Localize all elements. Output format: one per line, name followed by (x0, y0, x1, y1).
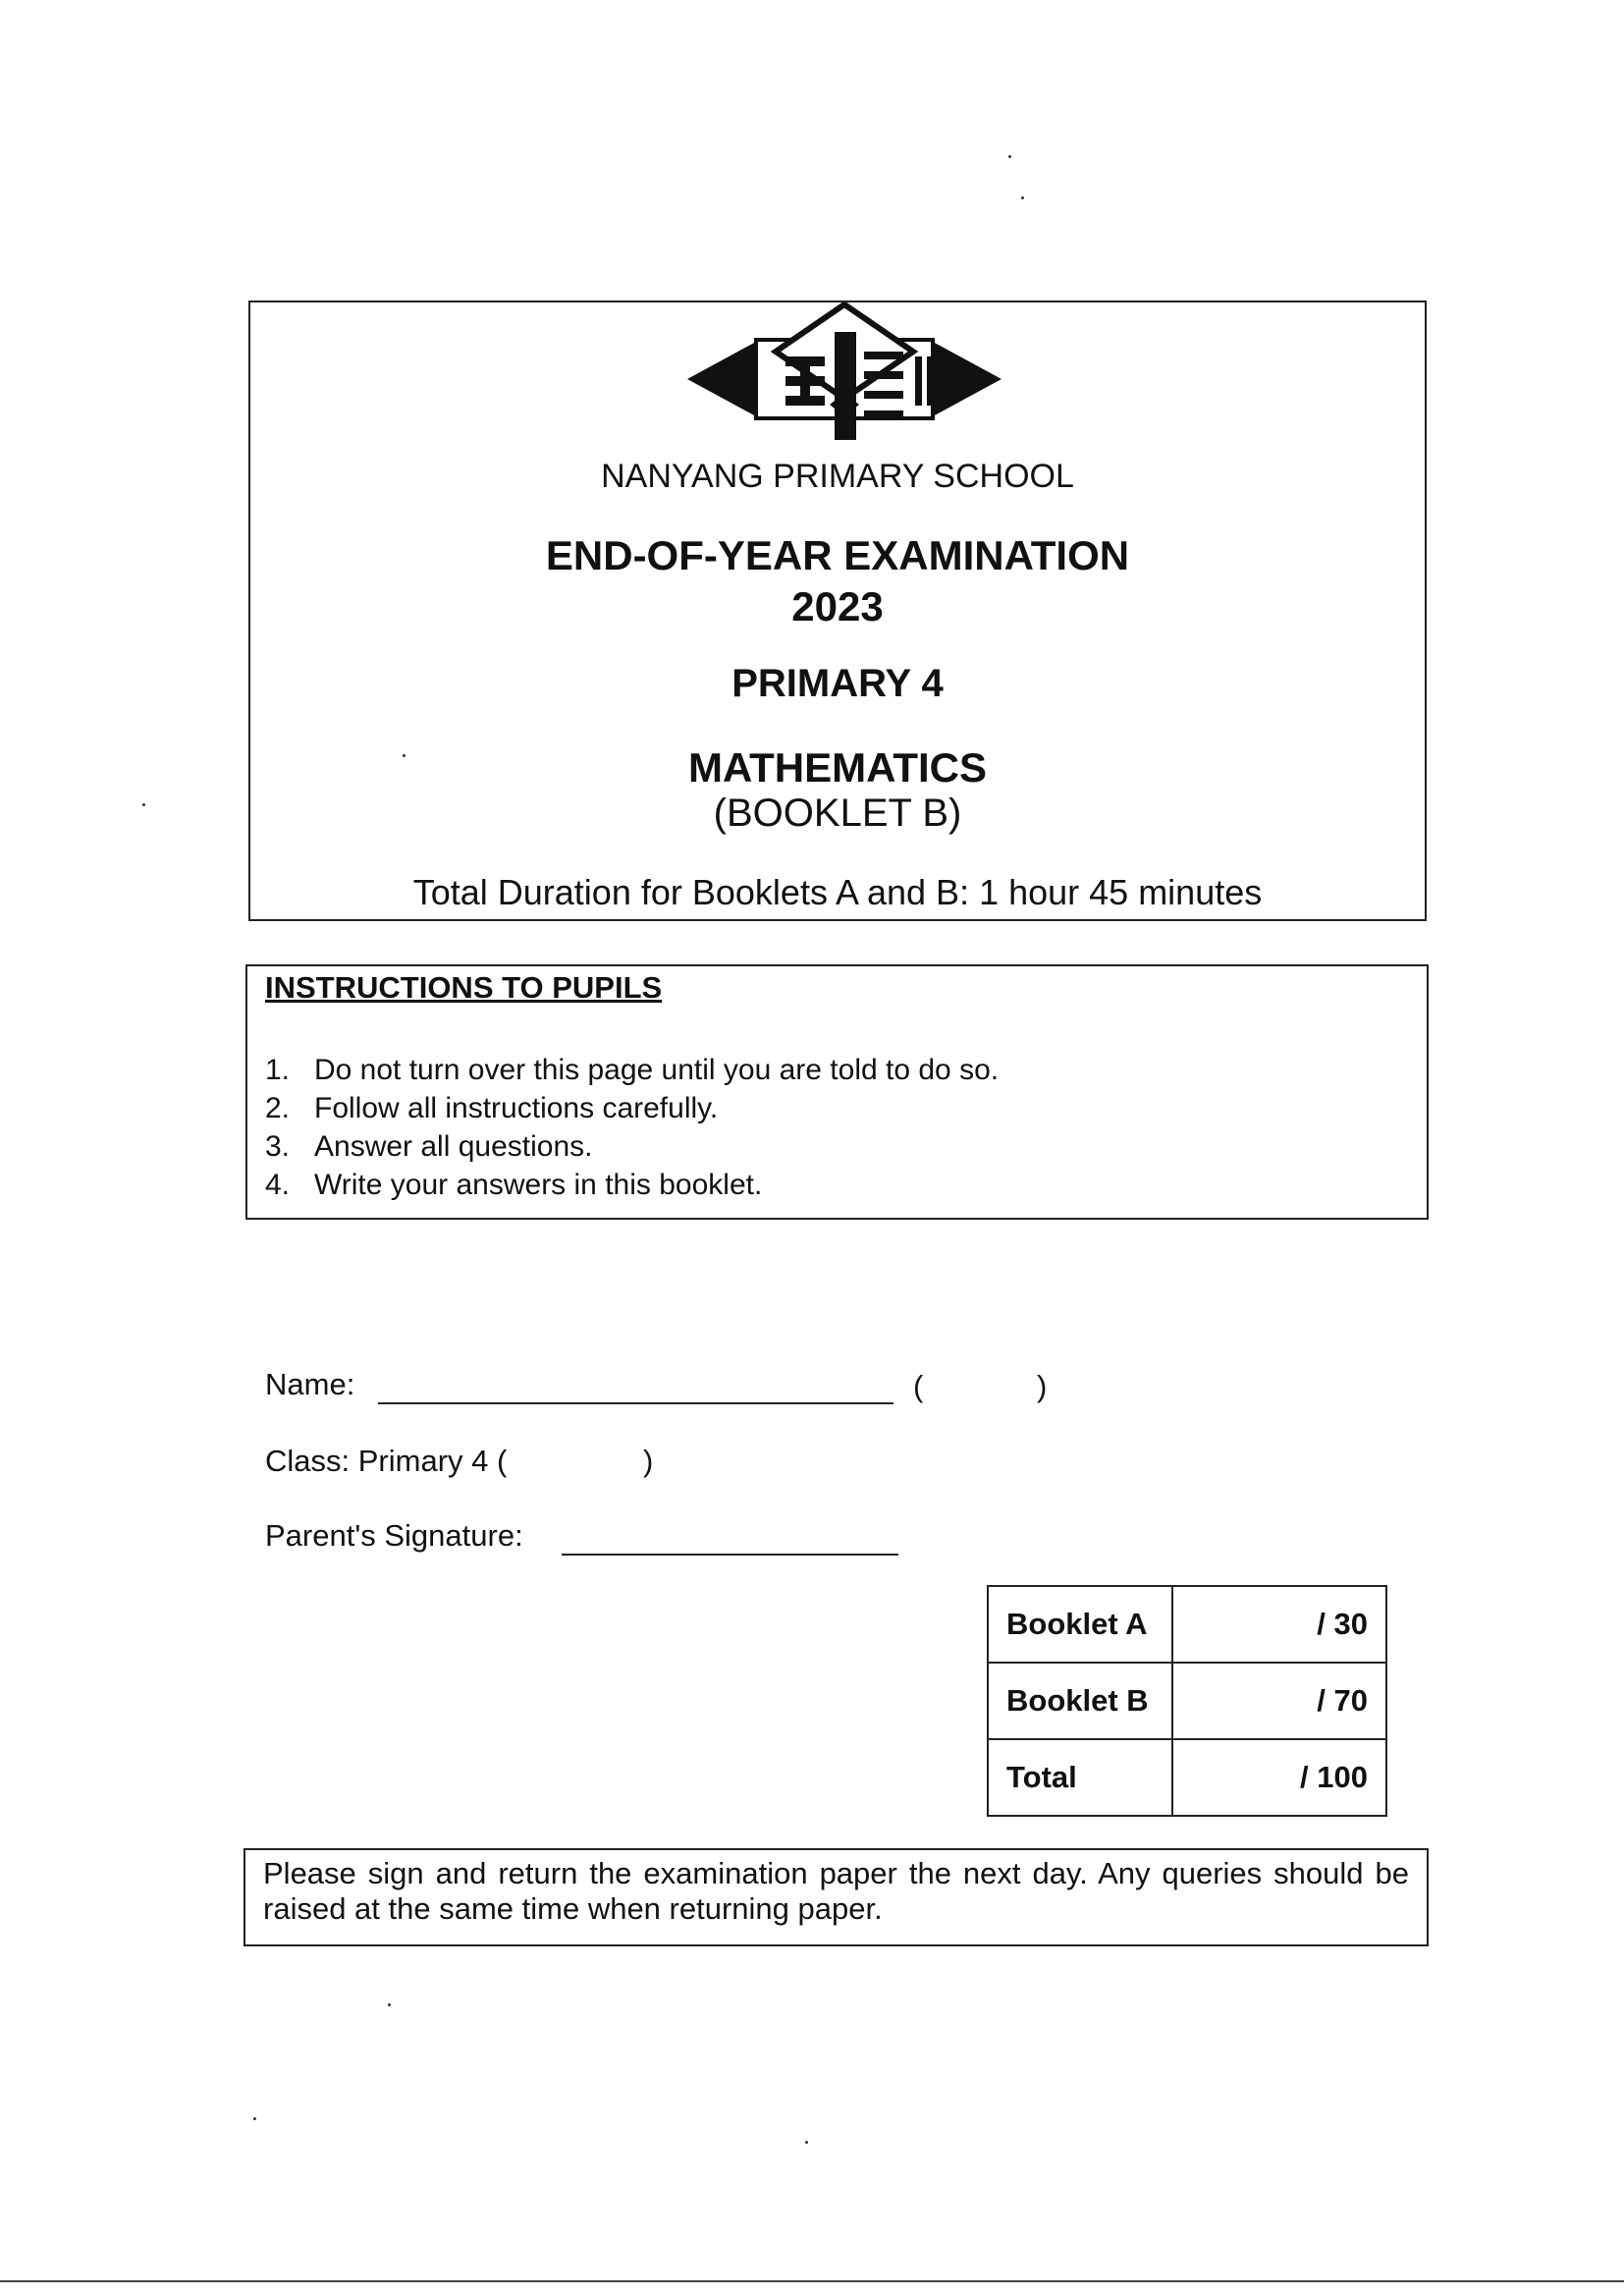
level: PRIMARY 4 (731, 662, 944, 705)
index-close-paren: ) (1037, 1369, 1048, 1403)
booklet-label: (BOOKLET B) (713, 792, 962, 835)
instructions-title: INSTRUCTIONS TO PUPILS (265, 970, 663, 1005)
score-value[interactable]: / 100 (1172, 1739, 1386, 1816)
signature-label: Parent's Signature: (265, 1518, 523, 1553)
list-item: 3. Answer all questions. (265, 1130, 593, 1163)
scan-speck (1008, 155, 1011, 158)
score-value[interactable]: / 70 (1172, 1663, 1386, 1739)
list-item: 1. Do not turn over this page until you are told to do so. (265, 1054, 1000, 1086)
subject: MATHEMATICS (687, 744, 988, 791)
score-label: Booklet A (988, 1586, 1172, 1663)
score-table (987, 1585, 1387, 1817)
score-label: Total (988, 1739, 1172, 1816)
school-name: NANYANG PRIMARY SCHOOL (601, 458, 1074, 495)
score-label: Booklet B (988, 1663, 1172, 1739)
scan-speck (805, 2141, 808, 2144)
exam-title-block (248, 530, 1427, 632)
score-value[interactable]: / 30 (1172, 1586, 1386, 1663)
scan-speck (388, 2003, 391, 2006)
table-row (988, 1663, 1386, 1739)
scan-speck (142, 803, 145, 806)
table-row (988, 1739, 1386, 1816)
exam-title: END-OF-YEAR EXAMINATION (545, 532, 1130, 578)
name-label: Name: (265, 1367, 355, 1401)
duration: Total Duration for Booklets A and B: 1 hour 45 minutes (412, 872, 1263, 912)
index-number-field[interactable] (967, 1365, 1026, 1404)
class-close-paren: ) (643, 1444, 654, 1478)
bottom-rule (0, 2280, 1624, 2282)
scan-speck (253, 2117, 256, 2120)
class-label: Class: Primary 4 ( (265, 1444, 508, 1478)
table-row (988, 1586, 1386, 1663)
school-crest-logo (687, 302, 1001, 450)
instructions-list (265, 1051, 999, 1204)
list-item: 2. Follow all instructions carefully. (265, 1092, 719, 1124)
list-item: 4. Write your answers in this booklet. (265, 1169, 763, 1201)
class-field[interactable] (530, 1440, 628, 1479)
index-open-paren: ( (913, 1369, 924, 1403)
return-note: Please sign and return the examination paper the next day. Any queries should be raised at the same time when returning paper. (244, 1848, 1429, 1946)
scan-speck (1021, 196, 1024, 199)
name-field[interactable] (378, 1402, 893, 1404)
signature-field[interactable] (562, 1554, 898, 1556)
exam-year: 2023 (791, 583, 884, 629)
scan-speck (403, 754, 406, 757)
